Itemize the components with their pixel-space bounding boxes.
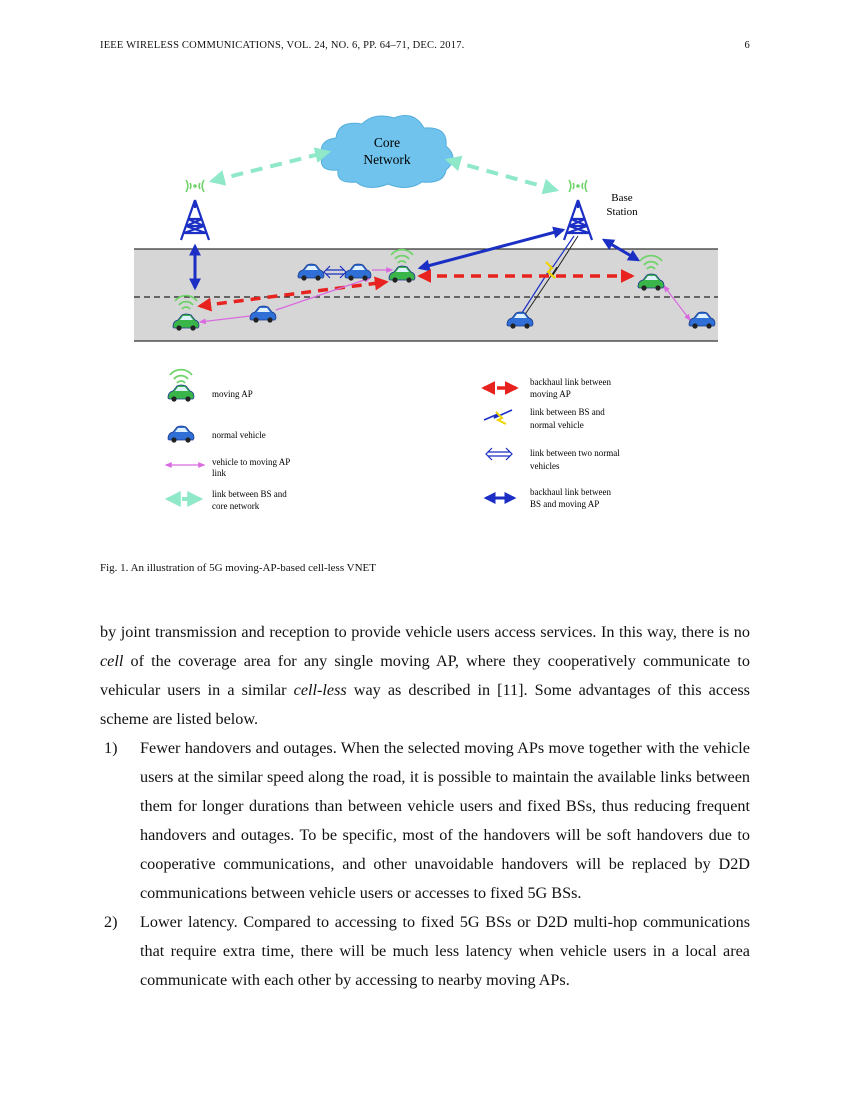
legend-moving-ap [168, 370, 194, 402]
paragraph-text-1: by joint transmission and reception to provide vehicle users access services. In this way, there is no [100, 623, 750, 641]
legend-bs-normal-label-2: normal vehicle [530, 420, 584, 430]
emphasis-cell-less: cell-less [293, 681, 347, 699]
legend-backhaul-bs-label-1: backhaul link between [530, 487, 611, 497]
link-core-left-bs [212, 152, 328, 181]
base-station-label-2: Station [606, 206, 638, 218]
base-station-label-1: Base [611, 192, 633, 204]
link-core-right-bs [448, 160, 556, 190]
list-item-number: 2) [104, 913, 118, 931]
legend-vehicle-ap-label-2: link [212, 468, 227, 478]
legend-bs-core-label-2: core network [212, 501, 260, 511]
legend-two-normal-symbol [486, 448, 512, 460]
legend-normal-vehicle-label: normal vehicle [212, 430, 266, 440]
paragraph-text-3: way as described in [11]. Some advantages of this access scheme are listed below. [100, 681, 750, 728]
legend-backhaul-bs-label-2: BS and moving AP [530, 499, 600, 509]
paragraph-intro [100, 618, 750, 734]
list-item-text: Lower latency. Compared to accessing to fixed 5G BSs or D2D multi-hop communications that require extra time, there will be much less latency when vehicle users in a local area communicate with each other by accessing to nearby moving APs. [140, 913, 750, 989]
legend-moving-ap-label: moving AP [212, 389, 253, 399]
list-item-text: Fewer handovers and outages. When the selected moving APs move together with the vehicle users at the similar speed along the road, it is possible to maintain the available links between them for longer durations than between vehicle users and fixed BSs, thus reducing frequent handovers and outages. To be specific, most of the handovers will be soft handovers due to cooperative communications, and other unavoidable handovers will be replaced by D2D communications between vehicle users or accesses to fixed 5G BSs. [140, 739, 750, 902]
advantages-list [100, 734, 750, 995]
core-network-label-2: Network [363, 152, 411, 167]
legend-vehicle-ap-label-1: vehicle to moving AP [212, 457, 291, 467]
page-number: 6 [744, 40, 750, 51]
list-item-number: 1) [104, 739, 118, 757]
legend-bs-core-label-1: link between BS and [212, 489, 287, 499]
base-station-left-icon [181, 180, 209, 240]
legend-bs-normal-symbol [484, 410, 512, 424]
list-item [100, 734, 750, 908]
journal-citation: IEEE WIRELESS COMMUNICATIONS, VOL. 24, NO. 6, PP. 64–71, DEC. 2017. [100, 40, 465, 51]
road [134, 249, 718, 341]
legend-backhaul-ap-label-1: backhaul link between [530, 377, 611, 387]
core-network-cloud [321, 116, 453, 188]
base-station-right-icon [564, 180, 592, 240]
list-item [100, 908, 750, 995]
legend-normal-vehicle [168, 426, 194, 443]
core-network-label-1: Core [373, 135, 401, 150]
emphasis-cell: cell [100, 652, 124, 670]
legend-bs-normal-label-1: link between BS and [530, 407, 605, 417]
body-text [100, 618, 750, 995]
legend-two-normal-label-1: link between two normal [530, 448, 620, 458]
paragraph-text-2: of the coverage area for any single moving AP, where they cooperatively communicate to vehicular users in a similar [100, 652, 750, 699]
legend [166, 370, 620, 511]
figure-caption: Fig. 1. An illustration of 5G moving-AP-based cell-less VNET [100, 562, 376, 574]
legend-two-normal-label-2: vehicles [530, 461, 560, 471]
legend-backhaul-ap-label-2: moving AP [530, 389, 571, 399]
